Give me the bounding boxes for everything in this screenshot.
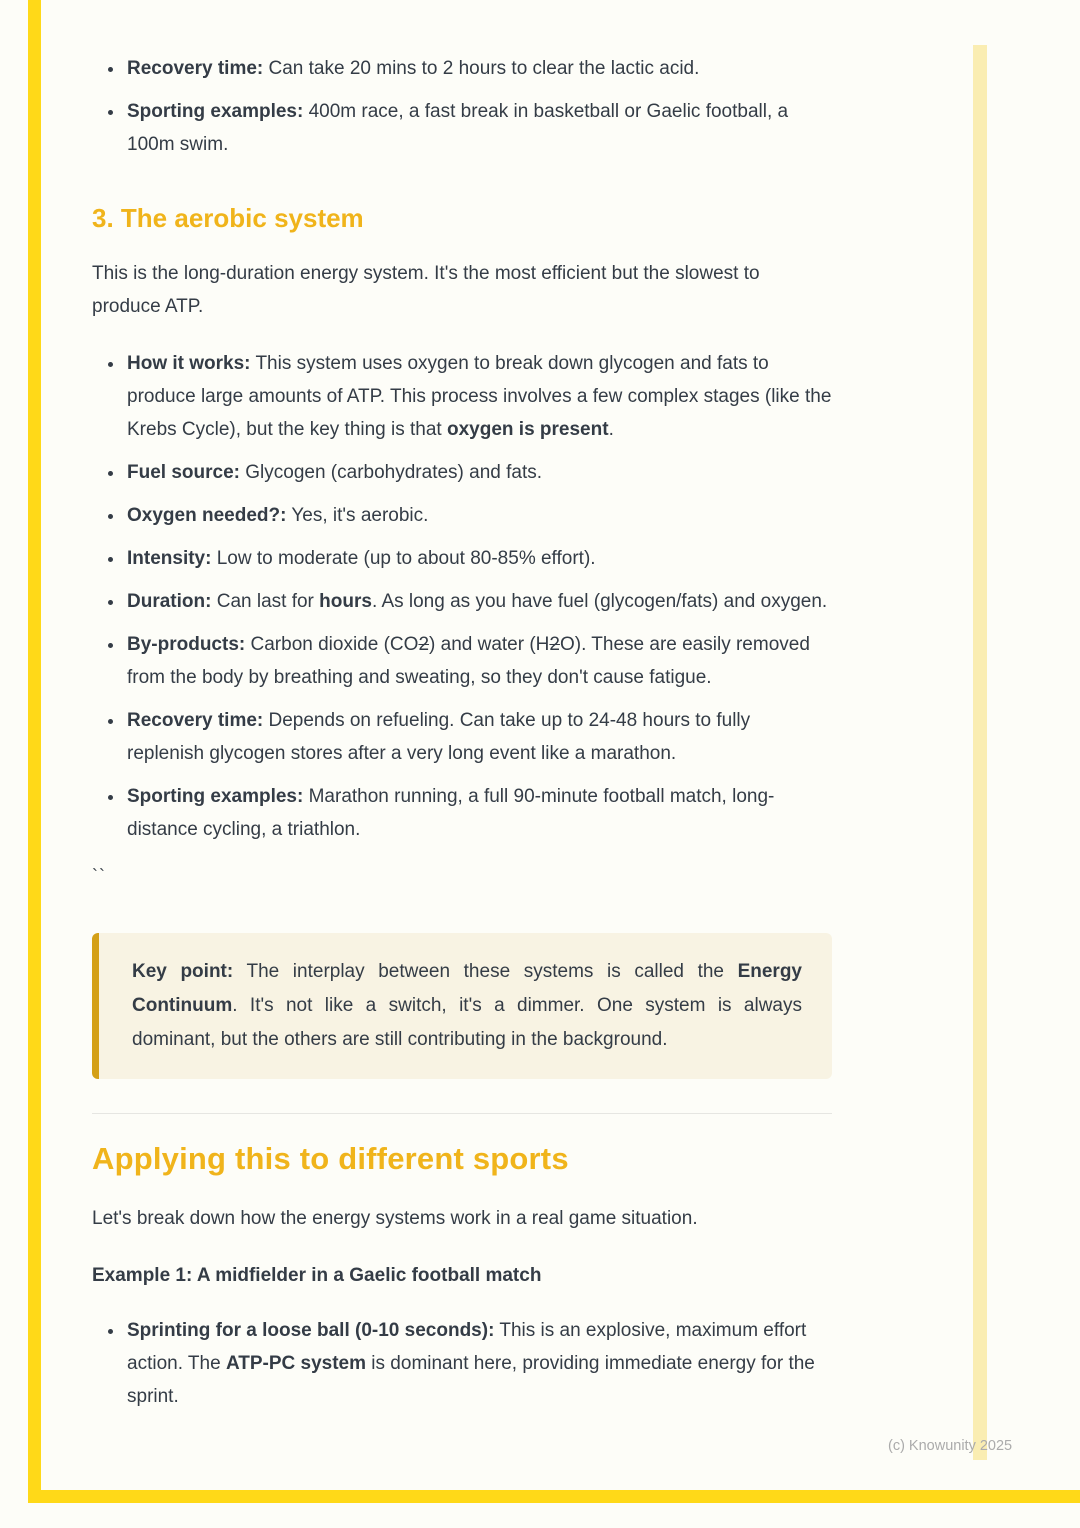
- example-heading: Example 1: A midfielder in a Gaelic football match: [92, 1265, 542, 1286]
- list-item: [125, 499, 832, 532]
- document-content: [92, 0, 832, 1423]
- aerobic-bullet-list: [92, 347, 832, 846]
- list-item: [125, 52, 832, 85]
- list-item: [125, 628, 832, 694]
- list-item: [125, 542, 832, 575]
- section-intro-paragraph: This is the long-duration energy system. It's the most efficient but the slowest to produce ATP.: [92, 263, 760, 317]
- left-accent-bar: [28, 0, 41, 1503]
- watermark: (c) Knowunity 2025: [888, 1438, 1013, 1454]
- list-item-text: Sporting examples: 400m race, a fast break in basketball or Gaelic football, a 100m swim.: [127, 101, 789, 155]
- list-item: [125, 585, 832, 618]
- list-item: [125, 704, 832, 770]
- list-item: [125, 95, 832, 161]
- list-item: [125, 780, 832, 846]
- list-item-text: Oxygen needed?: Yes, it's aerobic.: [127, 505, 429, 526]
- list-item-text: Recovery time: Depends on refueling. Can take up to 24-48 hours to fully replenish glycogen stores after a very long event like a marathon.: [127, 710, 751, 764]
- list-item-text: Fuel source: Glycogen (carbohydrates) and fats.: [127, 462, 543, 483]
- list-item-text: Intensity: Low to moderate (up to about 80-85% effort).: [127, 548, 596, 569]
- right-accent-bar: [973, 45, 987, 1460]
- apply-intro-paragraph: Let's break down how the energy systems work in a real game situation.: [92, 1208, 698, 1229]
- section-heading-aerobic-system: 3. The aerobic system: [92, 203, 364, 233]
- list-item-text: By-products: Carbon dioxide (CO2) and water (H2O). These are easily removed from the body by breathing and sweating, so they don't cause fatigue.: [127, 634, 810, 688]
- bottom-accent-bar: [28, 1490, 1080, 1503]
- list-item: [125, 456, 832, 489]
- list-item-text: Sprinting for a loose ball (0-10 seconds): This is an explosive, maximum effort action. The ATP-PC system is dominant here, providing immediate energy for the sprint.: [127, 1320, 815, 1407]
- top-bullet-list: [92, 52, 832, 161]
- key-point-text: Key point: The interplay between these systems is called the Energy Continuum. It's not like a switch, it's a dimmer. One system is always dominant, but the others are still contributing in the background.: [132, 961, 802, 1050]
- list-item: [125, 347, 832, 446]
- page-heading-applying-sports: Applying this to different sports: [92, 1141, 569, 1176]
- key-point-callout: [92, 933, 832, 1079]
- list-item: [125, 1314, 832, 1413]
- list-item-text: How it works: This system uses oxygen to break down glycogen and fats to produce large amounts of ATP. This process involves a few complex stages (like the Krebs Cycle), but the key thing is that oxygen is present.: [127, 353, 832, 440]
- list-item-text: Sporting examples: Marathon running, a full 90-minute football match, long-distance cycling, a triathlon.: [127, 786, 775, 840]
- section-divider: [92, 1113, 832, 1114]
- stray-backticks-text: ``: [92, 866, 106, 886]
- example-bullet-list: [92, 1314, 832, 1413]
- list-item-text: Duration: Can last for hours. As long as you have fuel (glycogen/fats) and oxygen.: [127, 591, 828, 612]
- list-item-text: Recovery time: Can take 20 mins to 2 hours to clear the lactic acid.: [127, 58, 700, 79]
